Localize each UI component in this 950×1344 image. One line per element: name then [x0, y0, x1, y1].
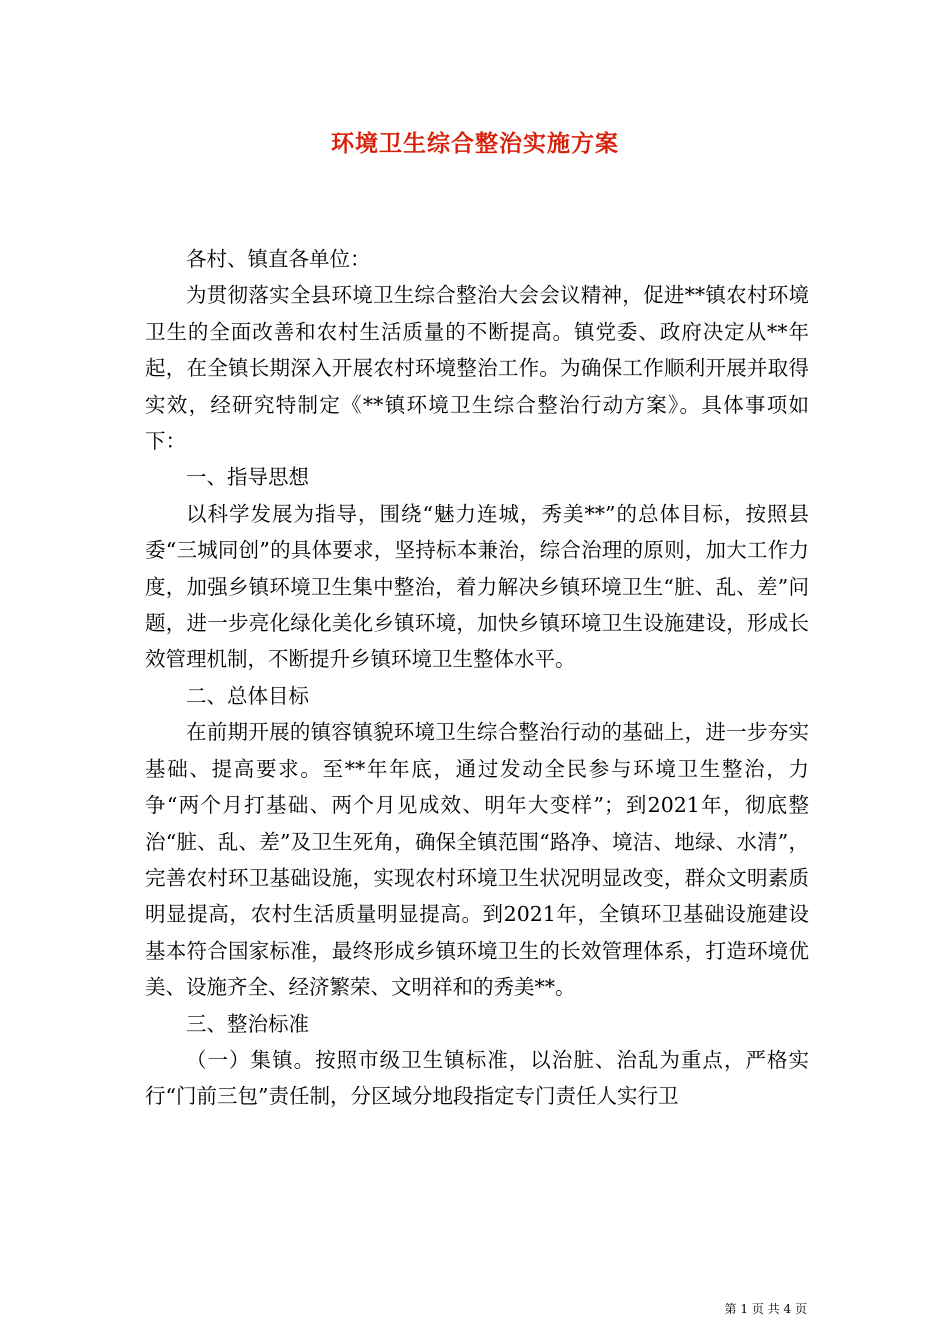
footer-suffix: 页: [794, 1302, 807, 1316]
footer-middle: 页 共: [751, 1302, 780, 1316]
salutation: 各村、镇直各单位：: [186, 247, 371, 271]
section-heading-guiding-ideology: 一、指导思想: [186, 465, 309, 490]
section-heading-overall-goal: 二、总体目标: [186, 683, 309, 708]
paragraph-guiding-ideology: 以科学发展为指导，围绕“魅力连城，秀美**”的总体目标，按照县委“三城同创”的具体要求，坚持标本兼治，综合治理的原则，加大工作力度，加强乡镇环境卫生集中整治，着力解决乡镇环境卫生“脏、乱、差”问题，进一步亮化绿化美化乡镇环境，加快乡镇环境卫生设施建设，形成长效管理机制，不断提升乡镇环境卫生整体水平。: [145, 501, 809, 672]
paragraph-standards-town: （一）集镇。按照市级卫生镇标准，以治脏、治乱为重点，严格实行“门前三包”责任制，分区域分地段指定专门责任人实行卫: [145, 1047, 809, 1109]
footer-total-pages: 4: [783, 1302, 792, 1316]
document-body: [145, 241, 809, 1115]
document-title: 环境卫生综合整治实施方案: [331, 130, 619, 157]
section-heading-standards: 三、整治标准: [186, 1011, 309, 1036]
page-footer: [725, 1301, 807, 1317]
paragraph-overall-goal: 在前期开展的镇容镇貌环境卫生综合整治行动的基础上，进一步夯实基础、提高要求。至**年年底，通过发动全民参与环境卫生整治，力争“两个月打基础、两个月见成效、明年大变样”；到2021年，彻底整治“脏、乱、差”及卫生死角，确保全镇范围“路净、境洁、地绿、水清”，完善农村环卫基础设施，实现农村环境卫生状况明显改变，群众文明素质明显提高，农村生活质量明显提高。到2021年，全镇环卫基础设施建设基本符合国家标准，最终形成乡镇环境卫生的长效管理体系，打造环境优美、设施齐全、经济繁荣、文明祥和的秀美**。: [145, 720, 809, 1000]
footer-prefix: 第: [724, 1302, 737, 1316]
paragraph-intro: 为贯彻落实全县环境卫生综合整治大会会议精神，促进**镇农村环境卫生的全面改善和农村生活质量的不断提高。镇党委、政府决定从**年起，在全镇长期深入开展农村环境整治工作。为确保工作顺利开展并取得实效，经研究特制定《**镇环境卫生综合整治行动方案》。具体事项如下：: [145, 283, 809, 454]
footer-page-number: 1: [740, 1302, 749, 1316]
